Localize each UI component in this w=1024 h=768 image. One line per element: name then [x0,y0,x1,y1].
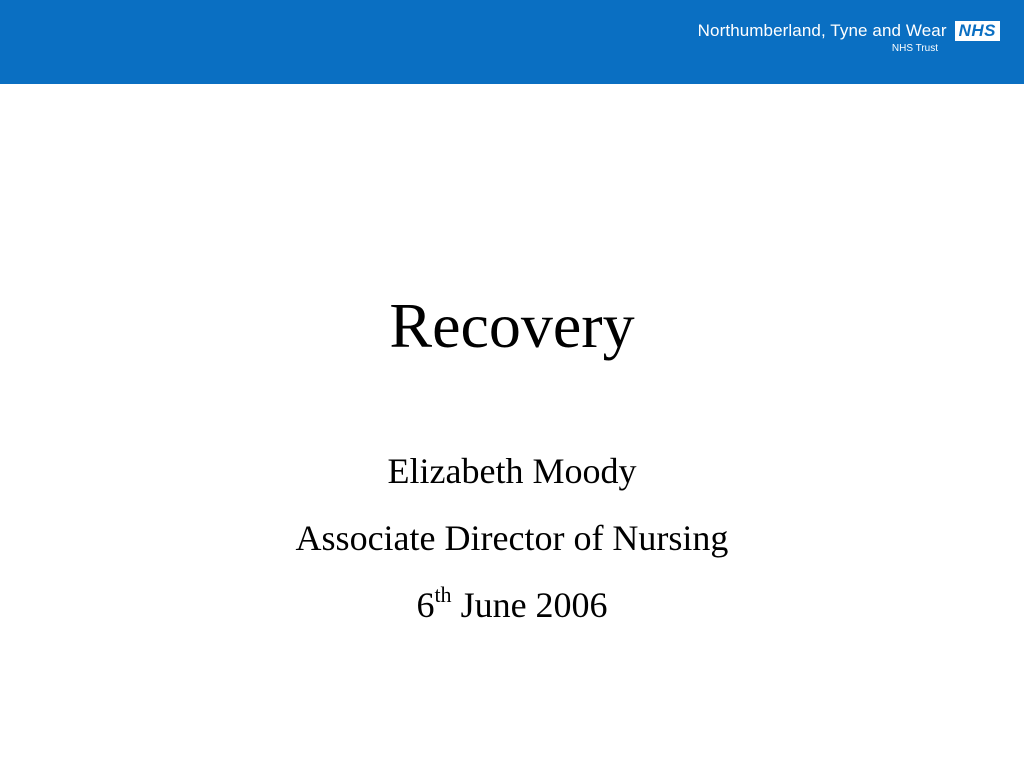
trust-subtitle: NHS Trust [891,43,938,54]
trust-logo [698,20,1000,55]
date-rest: June 2006 [451,585,608,625]
header-bar [0,0,1024,84]
presentation-date [0,580,1024,647]
trust-logo-row [698,20,1000,42]
slide-title: Recovery [389,290,635,361]
date-day: 6 [416,585,435,625]
subtitle-block [0,446,1024,647]
nhs-logo: NHS [955,21,1000,41]
date-suffix: th [434,582,452,607]
presenter-name: Elizabeth Moody [387,451,637,491]
presenter-role: Associate Director of Nursing [295,518,729,558]
trust-name: Northumberland, Tyne and Wear [697,21,947,40]
